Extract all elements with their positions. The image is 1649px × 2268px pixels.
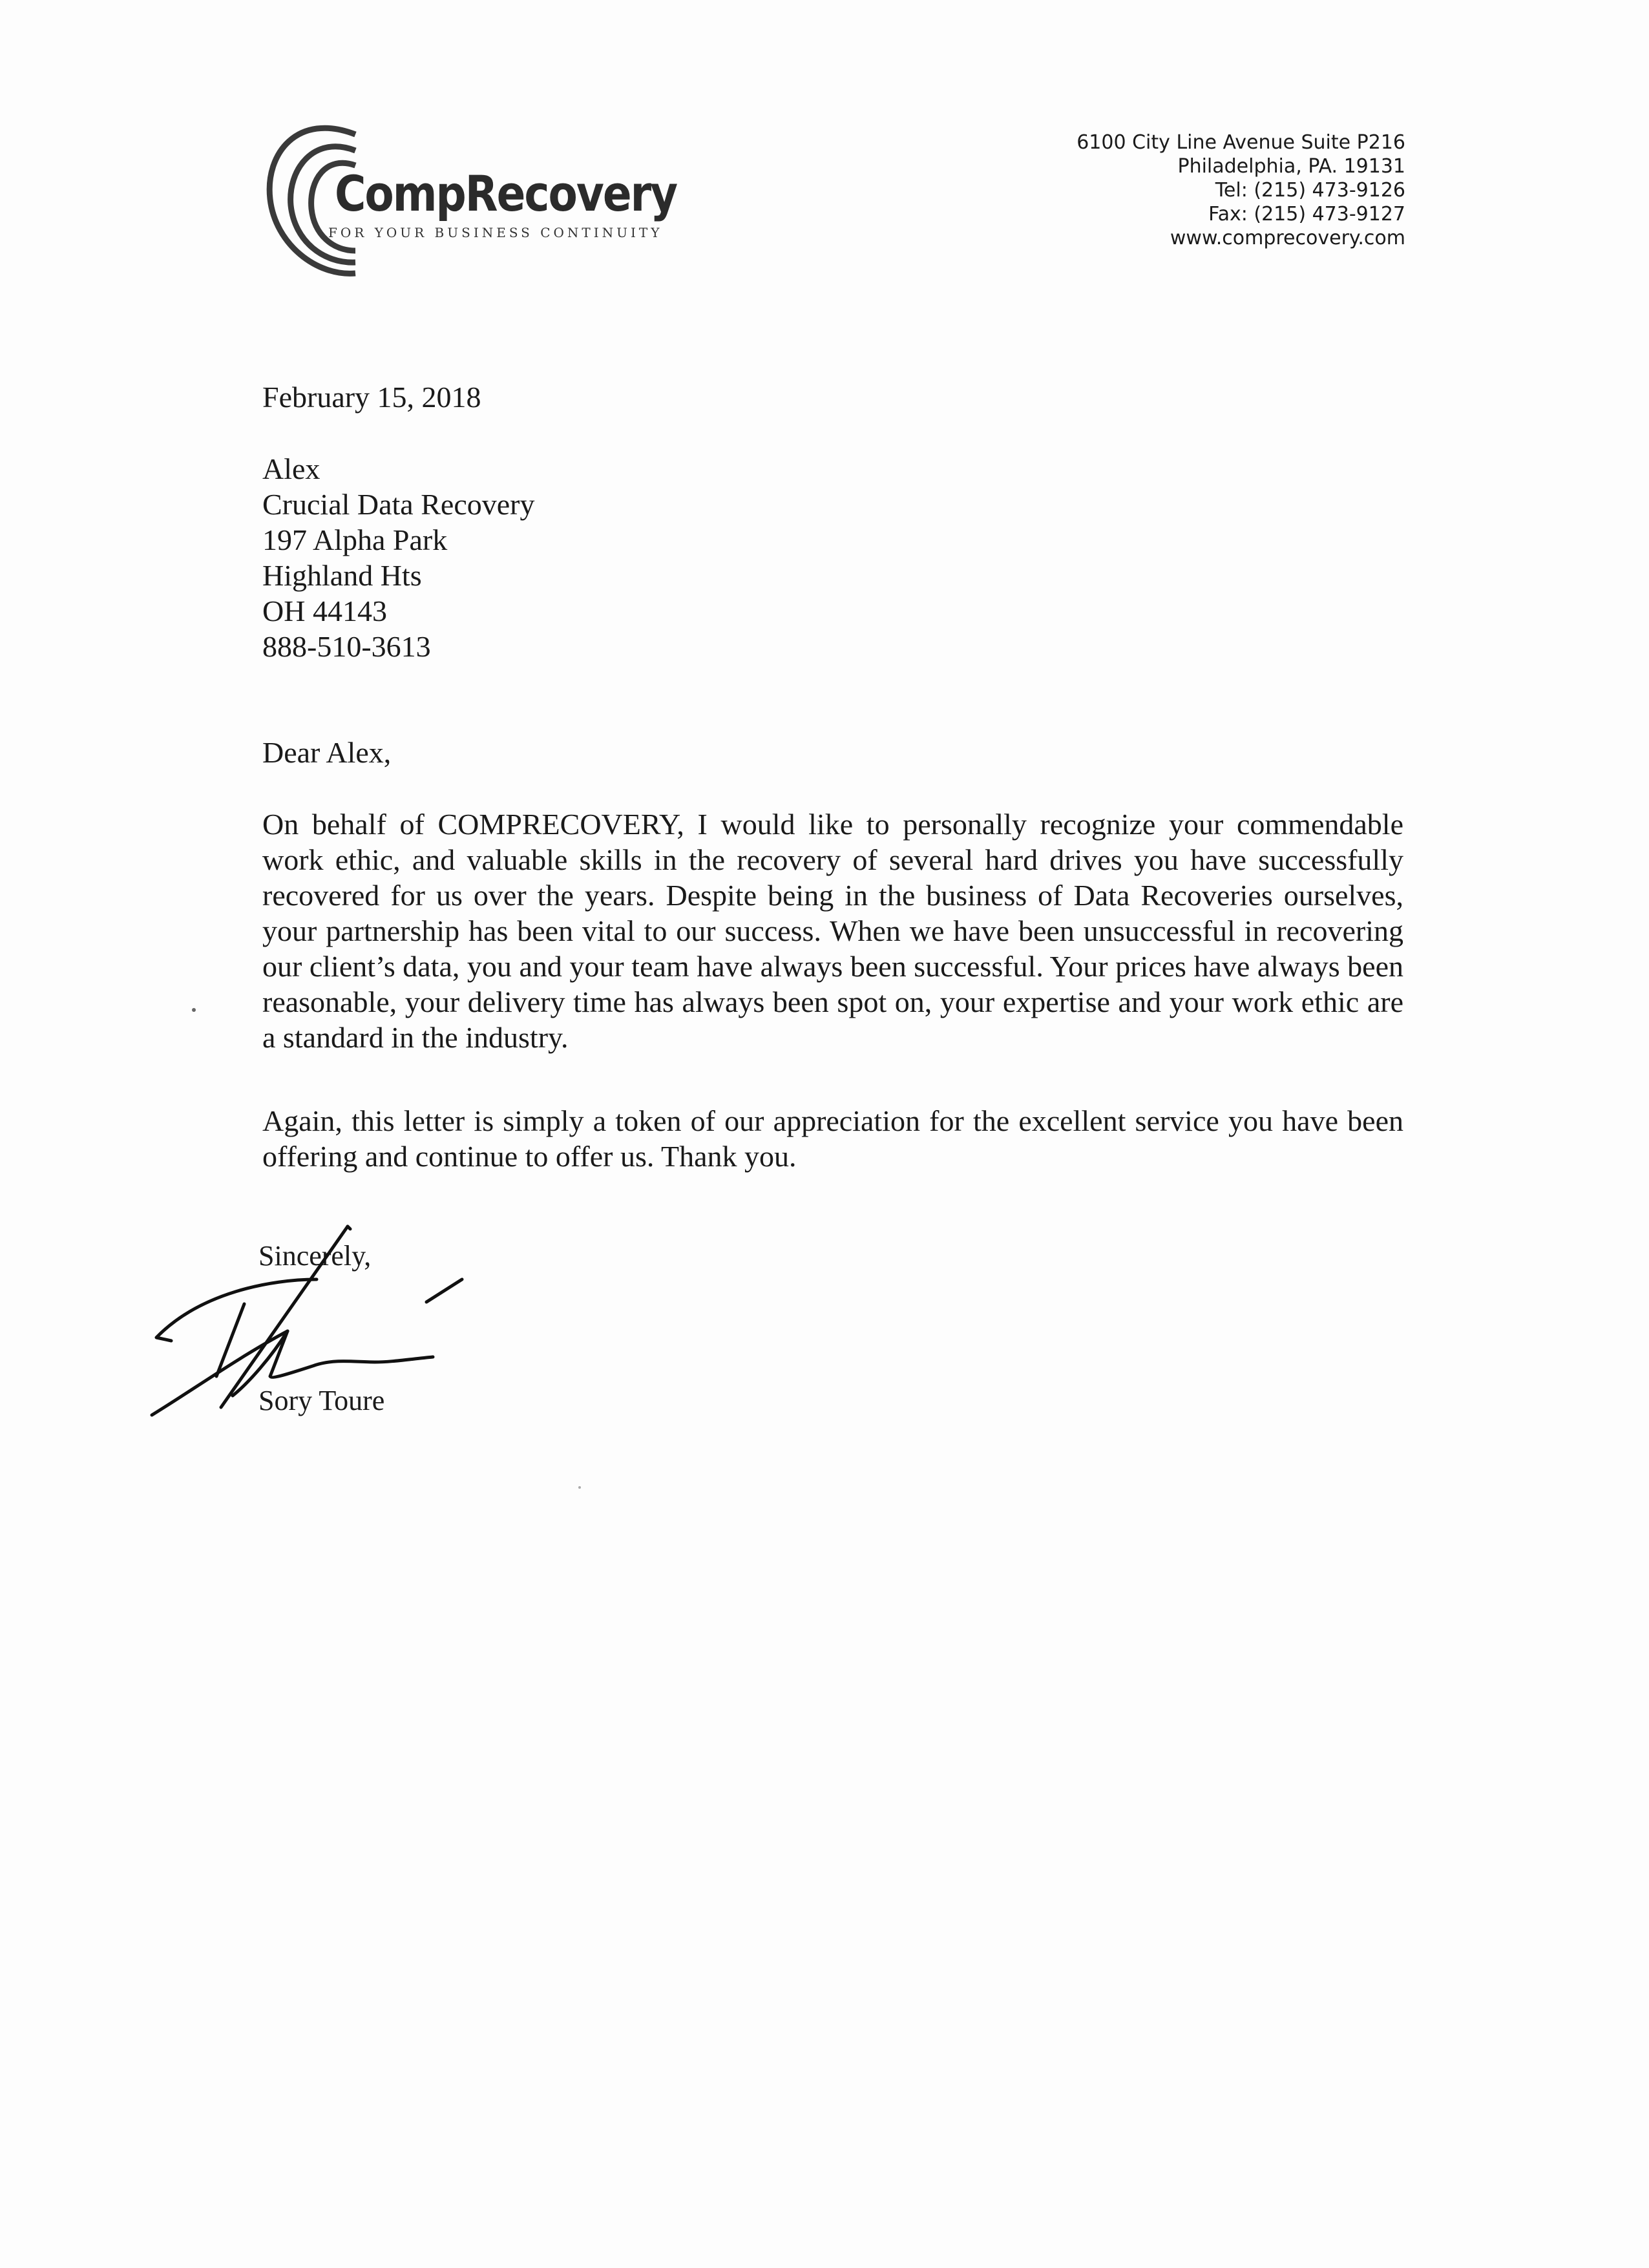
- logo-tagline: FOR YOUR BUSINESS CONTINUITY: [328, 225, 663, 240]
- body-paragraph-1: On behalf of COMPRECOVERY, I would like to personally recognize your commendable work ethic, and valuable skills in the recovery of several hard drives you have successfully recovered for us over the years. Despite being in the business of Data Recoveries ourselves, your partnership has been vital to our success. When we have been unsuccessful in recovering our client’s data, you and your team have always been successful. Your prices have always been reasonable, your delivery time has always been spot on, your expertise and your work ethic are a standard in the industry.: [262, 808, 1403, 1054]
- body-paragraph-2: Again, this letter is simply a token of our appreciation for the excellent service you have been offering and continue to offer us. Thank you.: [262, 1104, 1403, 1173]
- signer-name: Sory Toure: [258, 1385, 385, 1416]
- recipient-city: Highland Hts: [262, 559, 422, 592]
- recipient-name: Alex: [262, 452, 320, 485]
- logo-wordmark: CompRecovery: [335, 165, 677, 223]
- speck: [192, 1008, 196, 1012]
- address-tel: Tel: (215) 473-9126: [1215, 179, 1405, 202]
- letter-date: February 15, 2018: [262, 381, 481, 414]
- company-address-block: [1077, 131, 1405, 250]
- address-city: Philadelphia, PA. 19131: [1177, 155, 1405, 178]
- recipient-phone: 888-510-3613: [262, 630, 431, 663]
- address-fax: Fax: (215) 473-9127: [1208, 203, 1405, 226]
- recipient-block: [262, 451, 534, 664]
- handwritten-signature-icon: [142, 1202, 724, 1460]
- recipient-company: Crucial Data Recovery: [262, 488, 535, 521]
- company-logo: [258, 115, 677, 283]
- address-street: 6100 City Line Avenue Suite P216: [1077, 131, 1405, 154]
- closing: Sincerely,: [258, 1240, 372, 1272]
- speck: [578, 1486, 581, 1489]
- salutation: Dear Alex,: [262, 736, 392, 769]
- recipient-street: 197 Alpha Park: [262, 523, 448, 556]
- recipient-state-zip: OH 44143: [262, 594, 387, 627]
- address-website: www.comprecovery.com: [1170, 227, 1405, 249]
